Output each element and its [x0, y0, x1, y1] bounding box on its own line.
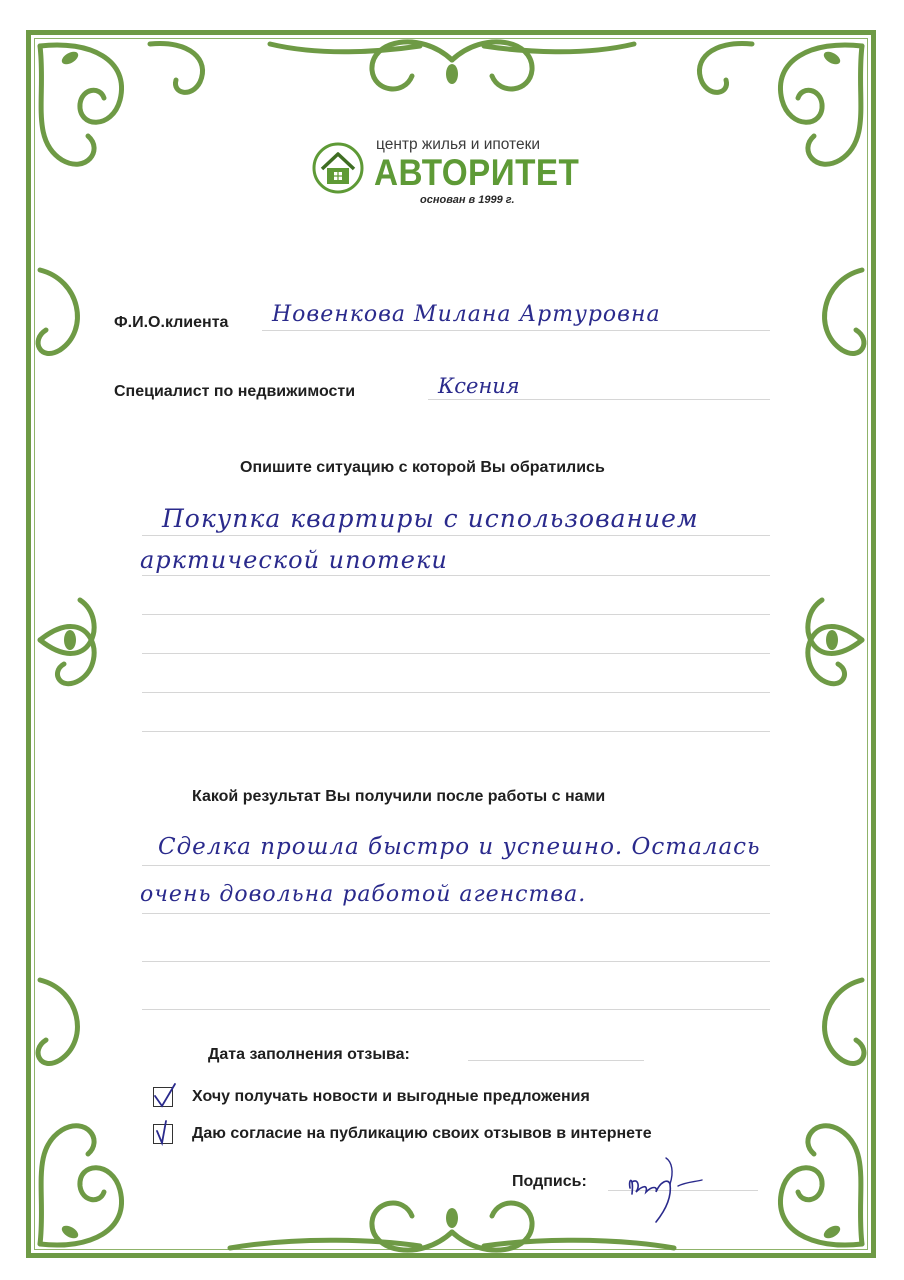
checkmark-icon	[152, 1082, 178, 1110]
result-line-2	[142, 913, 770, 914]
logo-tagline: центр жилья и ипотеки	[376, 136, 541, 153]
situation-line-2	[142, 575, 770, 576]
result-text-line-2[interactable]: очень довольна работой агенства.	[140, 882, 587, 907]
situation-line-3	[142, 614, 770, 615]
situation-line-1	[142, 535, 770, 536]
company-logo	[312, 130, 612, 210]
situation-text-line-2[interactable]: арктической ипотеки	[140, 546, 448, 574]
situation-line-4	[142, 653, 770, 654]
client-name-line	[262, 330, 770, 331]
newsletter-label: Хочу получать новости и выгодные предложения	[192, 1088, 590, 1105]
specialist-line	[428, 399, 770, 400]
result-line-4	[142, 1009, 770, 1010]
result-heading: Какой результат Вы получили после работы с нами	[192, 788, 606, 805]
result-line-3	[142, 961, 770, 962]
specialist-label: Специалист по недвижимости	[114, 383, 356, 400]
checkmark-icon	[152, 1119, 178, 1147]
house-icon	[312, 142, 364, 194]
situation-line-5	[142, 692, 770, 693]
logo-founded-year: основан в 1999 г.	[420, 194, 515, 206]
situation-text-line-1[interactable]: Покупка квартиры с использованием	[162, 504, 699, 533]
signature-label: Подпись:	[512, 1173, 587, 1190]
result-line-1	[142, 865, 770, 866]
client-name-label: Ф.И.О.клиента	[114, 314, 229, 331]
logo-company-name: АВТОРИТЕТ	[374, 152, 580, 193]
newsletter-checkbox[interactable]	[153, 1087, 173, 1107]
specialist-value[interactable]: Ксения	[438, 374, 520, 398]
client-name-value[interactable]: Новенкова Милана Артуровна	[272, 302, 661, 327]
publication-consent-label: Даю согласие на публикацию своих отзывов в интернете	[192, 1125, 652, 1142]
date-field[interactable]	[468, 1060, 644, 1061]
date-label: Дата заполнения отзыва:	[208, 1046, 410, 1063]
publication-consent-checkbox[interactable]	[153, 1124, 173, 1144]
result-text-line-1[interactable]: Сделка прошла быстро и успешно. Осталась	[158, 834, 761, 860]
situation-line-6	[142, 731, 770, 732]
signature-scribble[interactable]	[618, 1148, 708, 1226]
situation-heading: Опишите ситуацию с которой Вы обратились	[240, 459, 605, 476]
